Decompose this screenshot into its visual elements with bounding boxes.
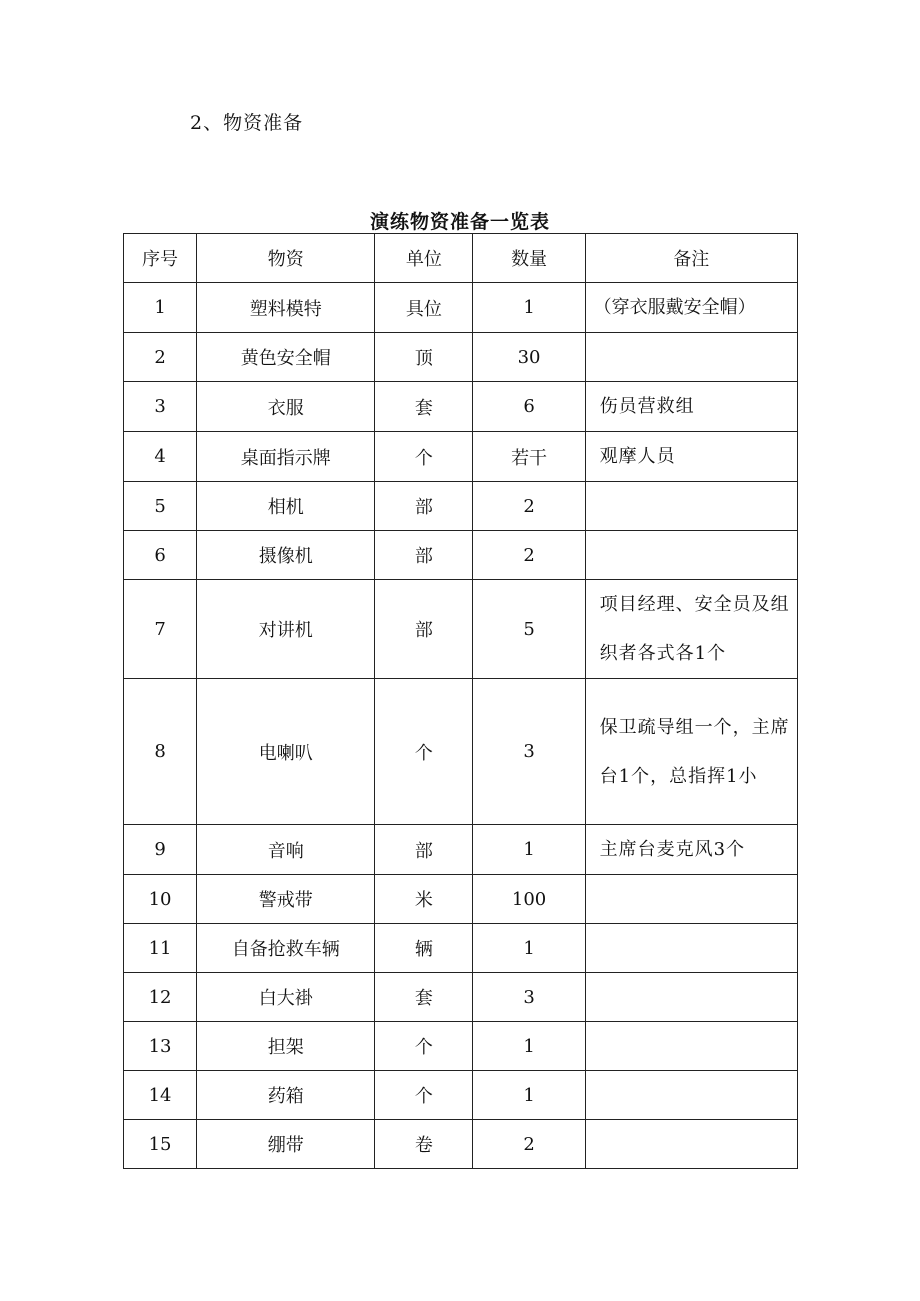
- cell-no: 3: [124, 382, 197, 432]
- cell-qty: 2: [473, 482, 585, 531]
- table-row: [124, 1071, 798, 1120]
- cell-no: 10: [124, 875, 197, 924]
- cell-unit: 部: [375, 482, 473, 531]
- cell-unit: 卷: [375, 1120, 473, 1169]
- cell-note: [585, 482, 797, 531]
- cell-qty: 6: [473, 382, 585, 432]
- header-item: 物资: [197, 234, 375, 283]
- cell-unit: 个: [375, 1022, 473, 1071]
- table-row: [124, 825, 798, 875]
- cell-note: 主席台麦克风3个: [585, 825, 797, 875]
- table-row: [124, 924, 798, 973]
- cell-no: 11: [124, 924, 197, 973]
- table-row: [124, 973, 798, 1022]
- cell-note: 伤员营救组: [585, 382, 797, 432]
- cell-note: [585, 1120, 797, 1169]
- cell-note: 保卫疏导组一个，主席台1个，总指挥1小: [585, 679, 797, 825]
- cell-unit: 部: [375, 580, 473, 679]
- cell-qty: 若干: [473, 432, 585, 482]
- cell-note: [585, 1022, 797, 1071]
- header-qty: 数量: [473, 234, 585, 283]
- section-heading: 2、物资准备: [190, 112, 304, 134]
- cell-unit: 个: [375, 679, 473, 825]
- cell-item: 电喇叭: [197, 679, 375, 825]
- cell-unit: 个: [375, 1071, 473, 1120]
- cell-no: 13: [124, 1022, 197, 1071]
- cell-item: 摄像机: [197, 531, 375, 580]
- cell-no: 15: [124, 1120, 197, 1169]
- cell-unit: 部: [375, 531, 473, 580]
- cell-qty: 1: [473, 1022, 585, 1071]
- cell-unit: 个: [375, 432, 473, 482]
- cell-no: 12: [124, 973, 197, 1022]
- cell-no: 6: [124, 531, 197, 580]
- cell-no: 14: [124, 1071, 197, 1120]
- cell-item: 黄色安全帽: [197, 333, 375, 382]
- cell-item: 相机: [197, 482, 375, 531]
- cell-unit: 套: [375, 973, 473, 1022]
- table-row: [124, 875, 798, 924]
- materials-table: [123, 233, 798, 1169]
- cell-no: 9: [124, 825, 197, 875]
- cell-qty: 3: [473, 973, 585, 1022]
- table-title: 演练物资准备一览表: [369, 211, 550, 233]
- table-header-row: [124, 234, 798, 283]
- cell-item: 对讲机: [197, 580, 375, 679]
- cell-qty: 1: [473, 825, 585, 875]
- cell-no: 8: [124, 679, 197, 825]
- cell-no: 7: [124, 580, 197, 679]
- table-row: [124, 1120, 798, 1169]
- cell-unit: 顶: [375, 333, 473, 382]
- cell-unit: 米: [375, 875, 473, 924]
- cell-item: 绷带: [197, 1120, 375, 1169]
- cell-qty: 1: [473, 924, 585, 973]
- header-note: 备注: [585, 234, 797, 283]
- table-row: [124, 1022, 798, 1071]
- cell-note: [585, 924, 797, 973]
- header-no: 序号: [124, 234, 197, 283]
- cell-note: 项目经理、安全员及组织者各式各1个: [585, 580, 797, 679]
- cell-item: 衣服: [197, 382, 375, 432]
- cell-note: [585, 973, 797, 1022]
- cell-item: 音响: [197, 825, 375, 875]
- cell-note: [585, 333, 797, 382]
- cell-qty: 1: [473, 283, 585, 333]
- cell-no: 4: [124, 432, 197, 482]
- cell-item: 塑料模特: [197, 283, 375, 333]
- cell-unit: 具位: [375, 283, 473, 333]
- cell-item: 桌面指示牌: [197, 432, 375, 482]
- cell-qty: 100: [473, 875, 585, 924]
- cell-note: （穿衣服戴安全帽）: [585, 283, 797, 333]
- cell-qty: 3: [473, 679, 585, 825]
- table-row: [124, 283, 798, 333]
- cell-qty: 1: [473, 1071, 585, 1120]
- cell-qty: 30: [473, 333, 585, 382]
- table-row: [124, 482, 798, 531]
- table-row: [124, 333, 798, 382]
- table-row: [124, 432, 798, 482]
- table-row: [124, 382, 798, 432]
- cell-no: 5: [124, 482, 197, 531]
- cell-qty: 5: [473, 580, 585, 679]
- cell-no: 2: [124, 333, 197, 382]
- cell-no: 1: [124, 283, 197, 333]
- cell-unit: 部: [375, 825, 473, 875]
- cell-note: [585, 531, 797, 580]
- header-unit: 单位: [375, 234, 473, 283]
- cell-unit: 套: [375, 382, 473, 432]
- cell-qty: 2: [473, 1120, 585, 1169]
- cell-item: 担架: [197, 1022, 375, 1071]
- table-row: [124, 580, 798, 679]
- table-row: [124, 679, 798, 825]
- cell-qty: 2: [473, 531, 585, 580]
- cell-item: 警戒带: [197, 875, 375, 924]
- cell-item: 药箱: [197, 1071, 375, 1120]
- cell-item: 白大褂: [197, 973, 375, 1022]
- cell-note: [585, 1071, 797, 1120]
- table-row: [124, 531, 798, 580]
- cell-unit: 辆: [375, 924, 473, 973]
- cell-note: 观摩人员: [585, 432, 797, 482]
- cell-item: 自备抢救车辆: [197, 924, 375, 973]
- cell-note: [585, 875, 797, 924]
